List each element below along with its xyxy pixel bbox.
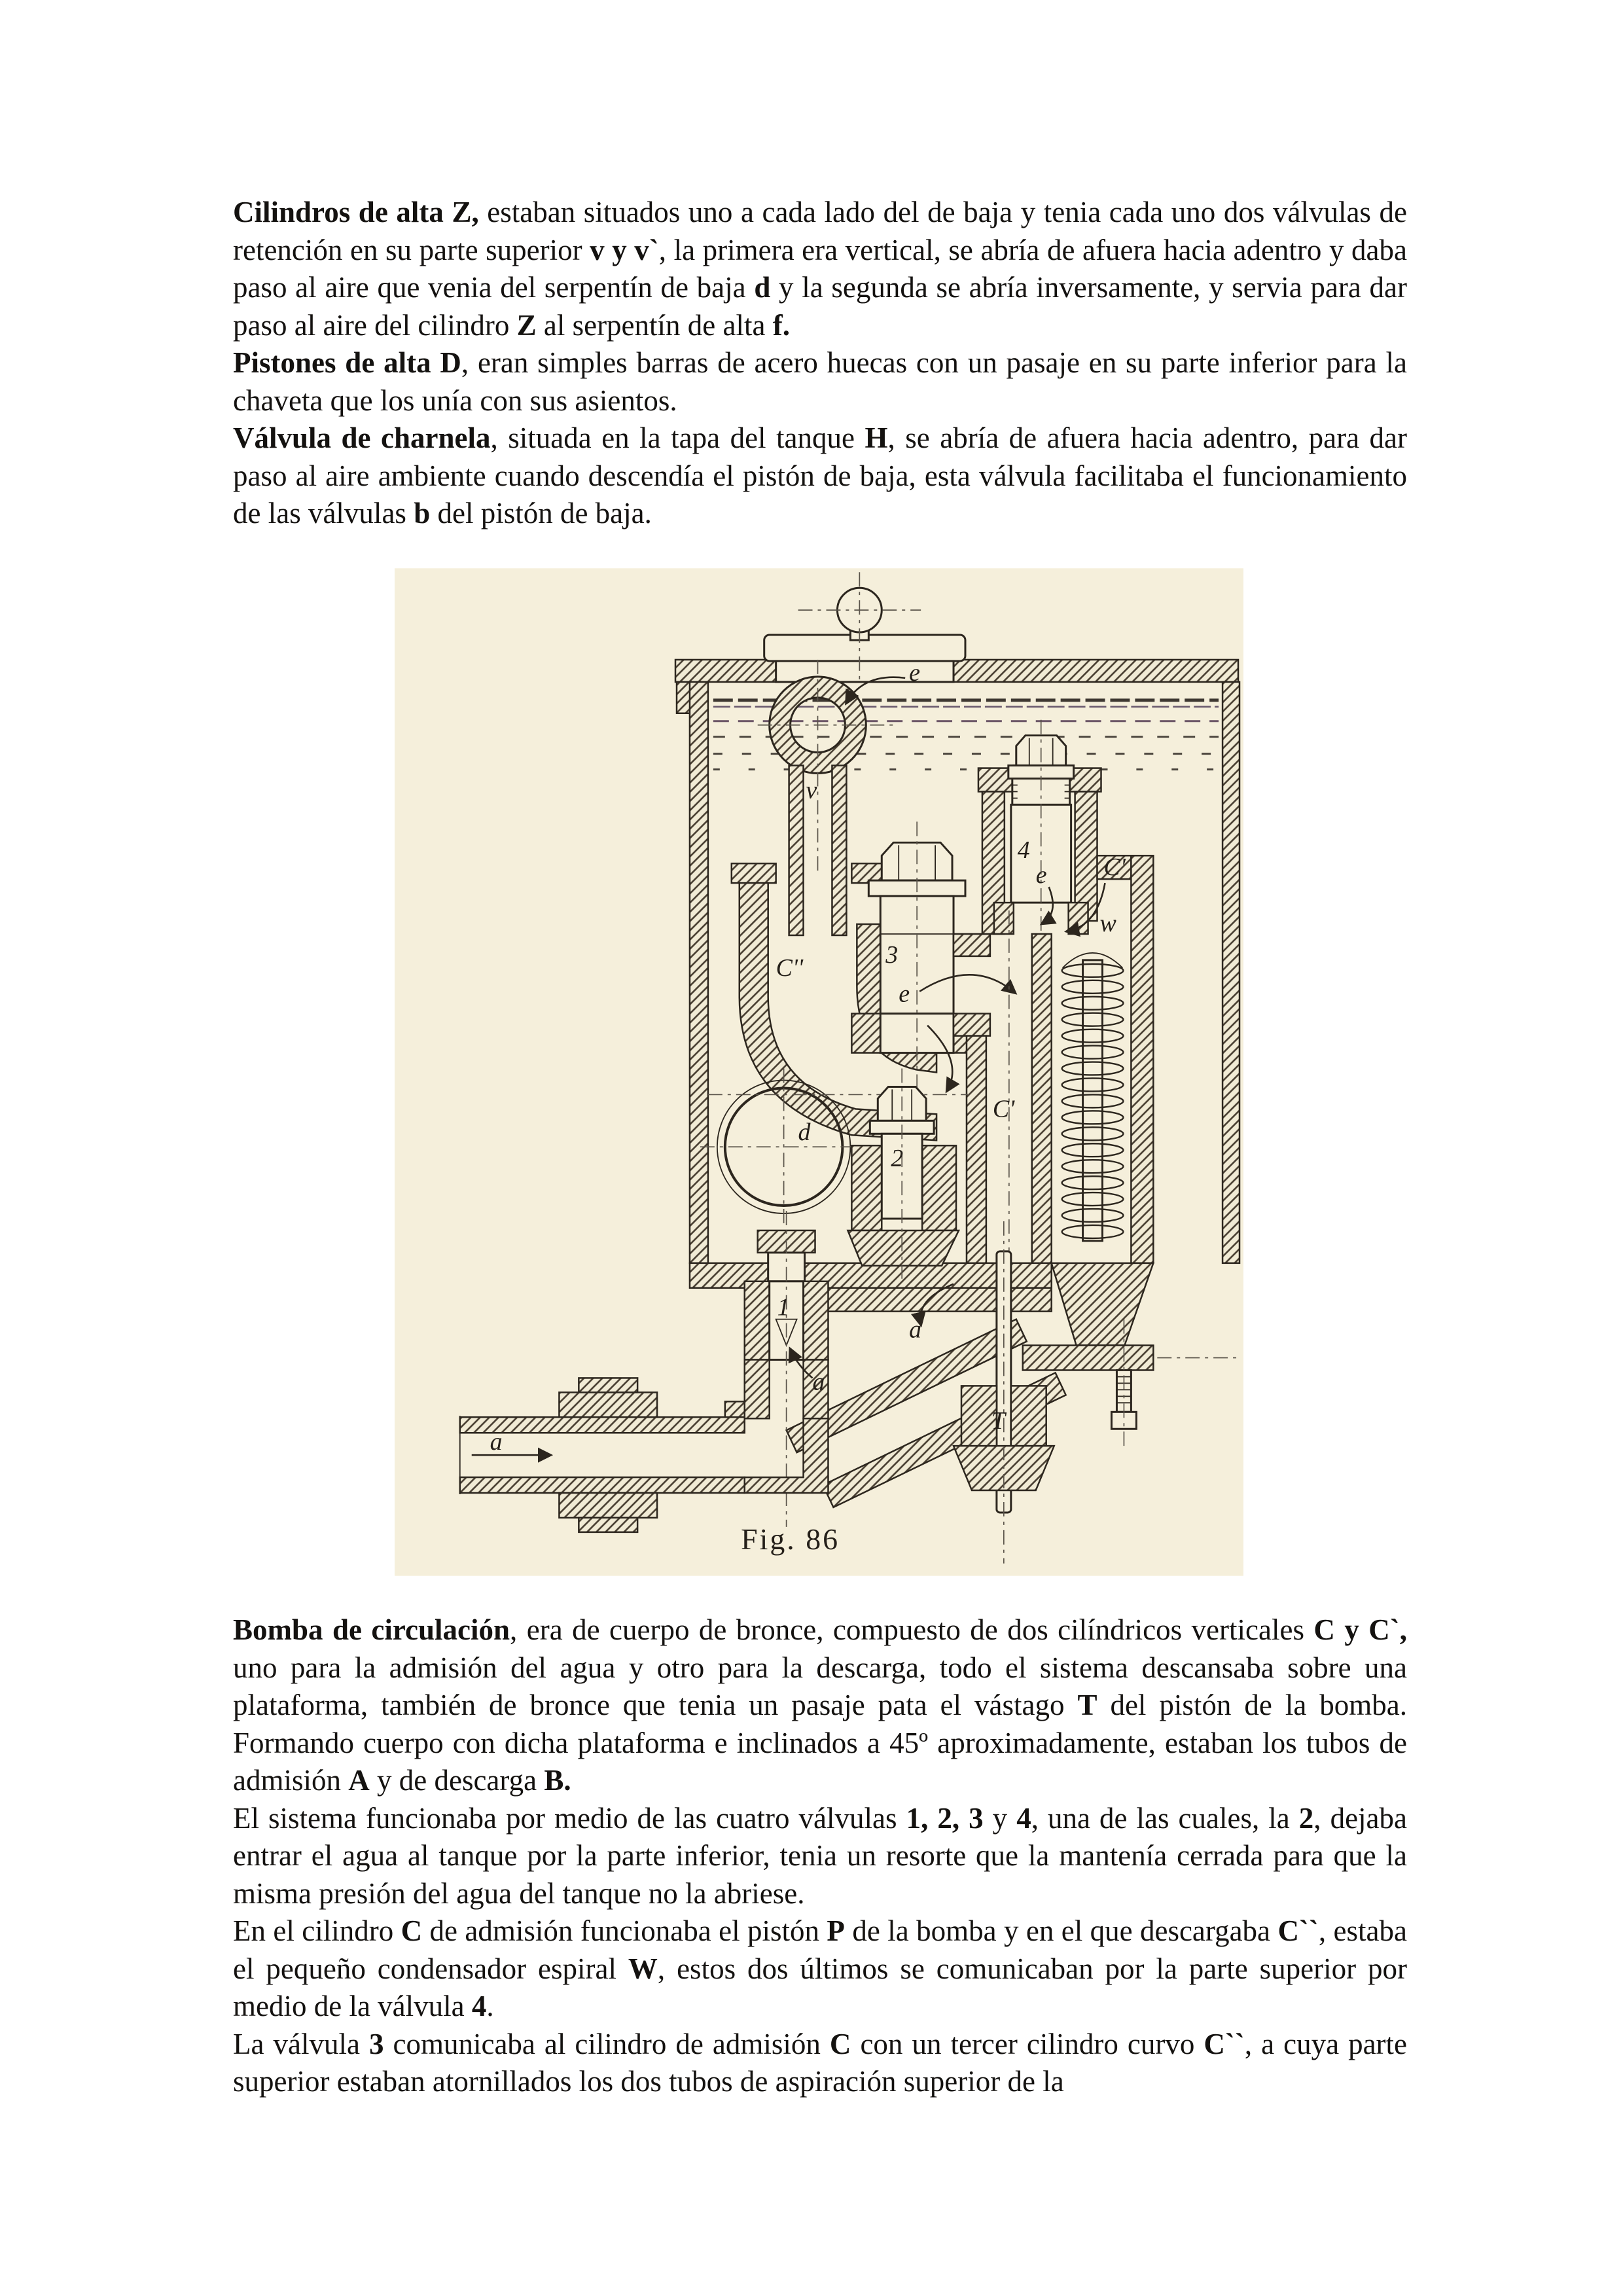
label-e-mid: e bbox=[899, 980, 910, 1008]
text-run: Pistones de alta D bbox=[233, 346, 461, 379]
text-run: 2 bbox=[1298, 1801, 1314, 1835]
text-run: H bbox=[865, 422, 888, 454]
text-run: f. bbox=[772, 308, 790, 342]
text-run: , era de cuerpo de bronce, compuesto de dos cilíndricos verticales bbox=[510, 1613, 1314, 1646]
text-run: W bbox=[628, 1952, 658, 1985]
text-run: y la segunda se abría inversamente, y servia para dar paso al aire del cilindro bbox=[233, 271, 1407, 342]
text-run: , estaba el pequeño condensador espiral bbox=[233, 1914, 1407, 1985]
text-run: C bbox=[401, 1914, 423, 1947]
text-run: estaban situados uno a cada lado del de baja y tenia cada uno dos válvulas de retención en su parte superior bbox=[233, 196, 1407, 266]
text-run: , se abría de afuera hacia adentro, para dar paso al aire ambiente cuando descendía el pistón de baja, esta válvula facilitaba el funcionamiento de las válvulas bbox=[233, 422, 1407, 529]
text-run: 4 bbox=[471, 1990, 487, 2022]
text-run: d bbox=[754, 271, 771, 304]
label-valve4: 4 bbox=[1017, 836, 1030, 865]
text-run: , eran simples barras de acero huecas con un pasaje en su parte inferior para la chaveta que los unía con sus asientos. bbox=[233, 346, 1407, 417]
text-run: C`` bbox=[1277, 1914, 1319, 1947]
text-run: 4 bbox=[1016, 1801, 1031, 1835]
text-run: y bbox=[983, 1801, 1017, 1835]
paragraph-block-bottom bbox=[233, 1611, 1407, 2101]
label-valve1: 1 bbox=[777, 1293, 790, 1321]
text-run: , a cuya parte superior estaban atornillados los dos tubos de aspiración superior de la bbox=[233, 2027, 1408, 2098]
text-run: v y v` bbox=[590, 233, 659, 266]
text-run: A bbox=[348, 1764, 370, 1797]
text-run: con un tercer cilindro curvo bbox=[851, 2027, 1204, 2060]
text-run: La válvula bbox=[233, 2027, 369, 2060]
text-run: de la bomba y en el que descargaba bbox=[844, 1914, 1278, 1947]
label-valve2: 2 bbox=[891, 1145, 904, 1173]
text-run: , dejaba entrar el agua al tanque por la parte inferior, tenia un resorte que la mantenía cerrada para que la misma presión del agua del tanque no la abriese. bbox=[233, 1801, 1408, 1910]
text-run: 1, 2, 3 bbox=[906, 1801, 984, 1835]
para-valvula-3 bbox=[233, 2026, 1407, 2101]
text-run: Cilindros de alta Z, bbox=[233, 196, 479, 228]
label-c-double-prime: C'' bbox=[776, 954, 804, 982]
label-a-valve1: a bbox=[812, 1368, 825, 1396]
text-run: En el cilindro bbox=[233, 1914, 401, 1947]
text-run: C`` bbox=[1204, 2027, 1245, 2060]
figure-86 bbox=[395, 568, 1243, 1576]
text-run: , situada en la tapa del tanque bbox=[490, 422, 865, 454]
text-run: El sistema funcionaba por medio de las cuatro válvulas bbox=[233, 1801, 906, 1835]
text-run: , la primera era vertical, se abría de afuera hacia adentro y daba paso al aire que venia del serpentín de baja bbox=[233, 233, 1407, 304]
label-d: d bbox=[798, 1119, 811, 1147]
text-run: 3 bbox=[368, 2027, 384, 2060]
para-cilindro-admision bbox=[233, 1912, 1407, 2026]
text-run: uno para la admisión del agua y otro para la descarga, todo el sistema descansaba sobre una plataforma, también de bronce que tenia un pasaje pata el vástago bbox=[233, 1651, 1407, 1721]
text-run: del pistón de la bomba. Formando cuerpo con dicha plataforma e inclinados a 45º aproximadamente, estaban los tubos de admisión bbox=[233, 1689, 1407, 1797]
text-run: Z bbox=[516, 308, 537, 342]
para-bomba-circulacion bbox=[233, 1611, 1407, 1800]
text-run: al serpentín de alta bbox=[536, 308, 773, 342]
para-valvula-charnela bbox=[233, 420, 1407, 533]
label-t-rod: T bbox=[991, 1407, 1005, 1435]
text-run: Válvula de charnela bbox=[233, 422, 491, 454]
label-v: v bbox=[806, 776, 817, 804]
text-run: Bomba de circulación bbox=[233, 1613, 510, 1646]
label-c-prime-cyl: C' bbox=[992, 1095, 1015, 1123]
label-valve3: 3 bbox=[885, 941, 899, 969]
figure-86-drawing bbox=[395, 568, 1243, 1576]
text-run: , una de las cuales, la bbox=[1031, 1801, 1299, 1835]
label-e-valve4: e bbox=[1035, 861, 1047, 889]
text-run: del pistón de baja. bbox=[430, 497, 652, 529]
label-w: w bbox=[1099, 909, 1116, 937]
text-run: comunicaba al cilindro de admisión bbox=[383, 2027, 830, 2060]
figure-caption: Fig. 86 bbox=[741, 1522, 840, 1556]
para-pistones-alta bbox=[233, 344, 1407, 420]
text-run: de admisión funcionaba el pistón bbox=[422, 1914, 827, 1947]
text-run: , estos dos últimos se comunicaban por la parte superior por medio de la válvula bbox=[233, 1952, 1407, 2022]
para-sistema-valvulas bbox=[233, 1800, 1407, 1913]
text-run: C y C`, bbox=[1313, 1613, 1407, 1646]
label-e-top: e bbox=[909, 658, 921, 687]
text-run: P bbox=[827, 1914, 845, 1947]
label-a-inlet: a bbox=[490, 1428, 503, 1456]
paragraph-block-top bbox=[233, 194, 1407, 533]
label-a-mid: a bbox=[909, 1316, 922, 1344]
text-run: C bbox=[829, 2027, 851, 2060]
tank-right-wall bbox=[1222, 682, 1240, 1263]
text-run: b bbox=[414, 497, 431, 529]
tank-left-wall bbox=[690, 682, 708, 1263]
label-c-prime-top: C' bbox=[1103, 853, 1126, 882]
text-run: y de descarga bbox=[369, 1764, 544, 1797]
text-run: B. bbox=[544, 1764, 571, 1797]
para-cilindros-alta bbox=[233, 194, 1407, 344]
text-run: T bbox=[1077, 1689, 1097, 1721]
text-run: . bbox=[486, 1990, 494, 2022]
